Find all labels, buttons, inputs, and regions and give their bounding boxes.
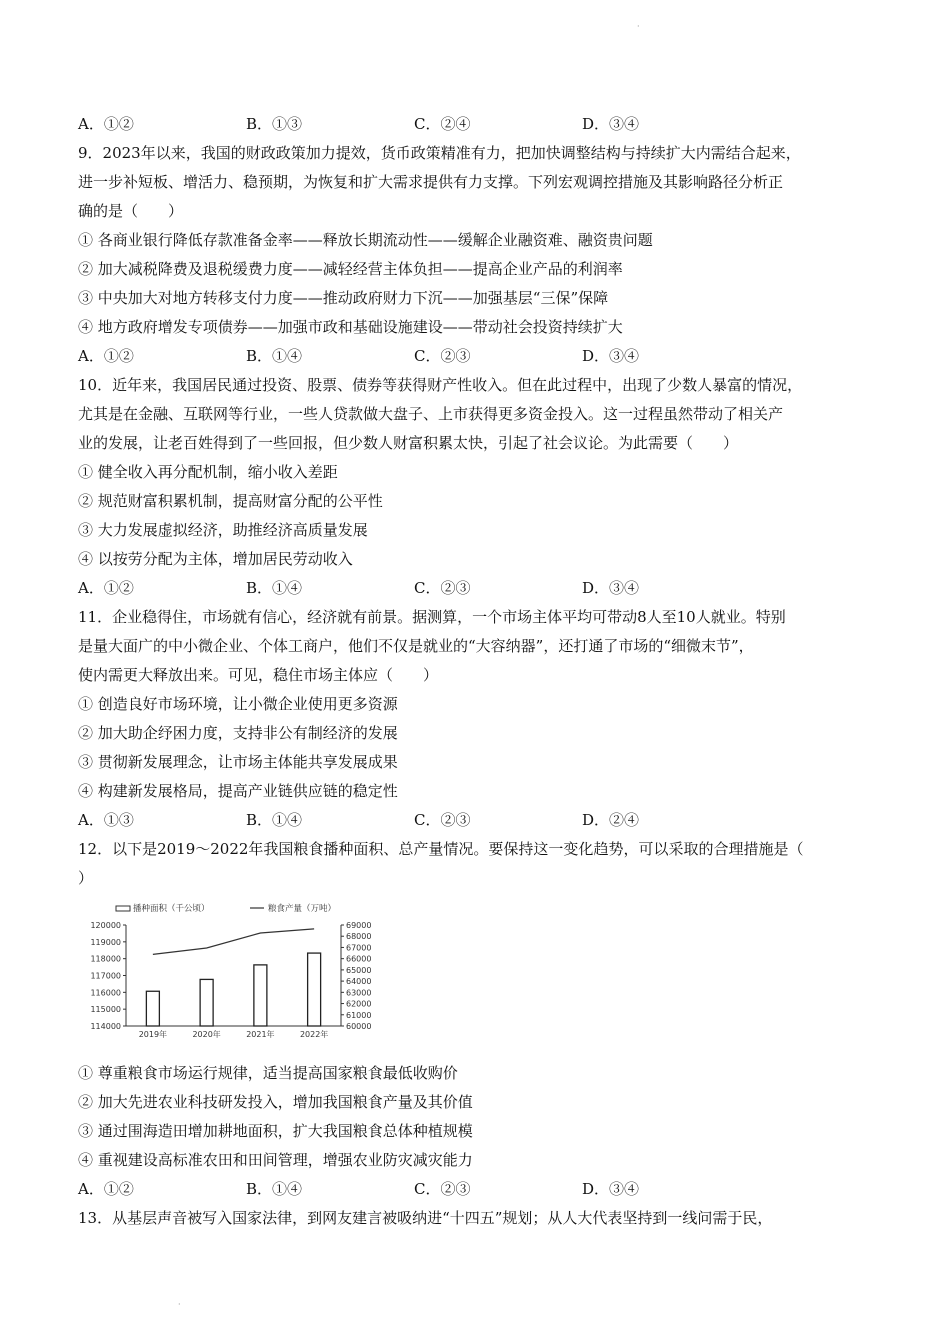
- x-category-label: 2021年: [246, 1030, 275, 1039]
- left-tick-label: 116000: [90, 988, 121, 998]
- q10-item: ④ 以按劳分配为主体，增加居民劳动收入: [78, 550, 353, 568]
- q11-option-c[interactable]: C．②③: [414, 811, 471, 829]
- question-11: [78, 603, 878, 835]
- footer-dot-mark: ·: [178, 1300, 181, 1309]
- right-tick-label: 63000: [346, 988, 372, 998]
- q9-item: ② 加大减税降费及退税缓费力度——减轻经营主体负担——提高企业产品的利润率: [78, 260, 623, 278]
- q10-option-d[interactable]: D．③④: [582, 579, 640, 597]
- area-bar: [308, 953, 321, 1026]
- right-tick-label: 69000: [346, 921, 372, 930]
- q12-item: ④ 重视建设高标准农田和田间管理，增强农业防灾减灾能力: [78, 1151, 473, 1169]
- q11-stem-line: 使内需更大释放出来。可见，稳住市场主体应（ ）: [78, 666, 439, 684]
- q9-stem-line: 进一步补短板、增活力、稳预期，为恢复和扩大需求提供有力支撑。下列宏观调控措施及其影响路径分析正: [78, 173, 784, 191]
- question-9: [78, 139, 878, 371]
- q10-option-a[interactable]: A．①②: [78, 579, 134, 597]
- q10-options: [78, 574, 878, 603]
- q10-stem-line: 尤其是在金融、互联网等行业，一些人贷款做大盘子、上市获得更多资金投入。这一过程虽然带动了相关产: [78, 405, 784, 423]
- q9-option-a[interactable]: A．①②: [78, 347, 134, 365]
- q12-options: [78, 1175, 878, 1204]
- question-13: [78, 1204, 878, 1233]
- q11-options: [78, 806, 878, 835]
- q11-stem-line: 11．企业稳得住，市场就有信心，经济就有前景。据测算，一个市场主体平均可带动8人至10人就业。特别: [78, 608, 786, 626]
- legend-line-label: 粮食产量（万吨）: [268, 904, 337, 914]
- q12-option-c[interactable]: C．②③: [414, 1180, 471, 1198]
- q12-option-b[interactable]: B．①④: [246, 1180, 303, 1198]
- q10-stem-line: 10．近年来，我国居民通过投资、股票、债券等获得财产性收入。但在此过程中，出现了少数人暴富的情况，: [78, 376, 803, 394]
- right-tick-label: 67000: [346, 943, 372, 953]
- left-tick-label: 115000: [90, 1005, 121, 1015]
- left-tick-label: 117000: [90, 971, 121, 981]
- q11-item: ② 加大助企纾困力度，支持非公有制经济的发展: [78, 724, 398, 742]
- q11-item: ④ 构建新发展格局，提高产业链供应链的稳定性: [78, 782, 398, 800]
- x-category-label: 2020年: [192, 1030, 221, 1039]
- q11-item: ① 创造良好市场环境，让小微企业使用更多资源: [78, 695, 398, 713]
- right-tick-label: 65000: [346, 965, 372, 975]
- q11-stem-line: 是量大面广的中小微企业、个体工商户，他们不仅是就业的“大容纳器”，还打通了市场的“细微末节”，: [78, 637, 754, 655]
- q9-item: ④ 地方政府增发专项债券——加强市政和基础设施建设——带动社会投资持续扩大: [78, 318, 623, 336]
- q9-stem-line: 9．2023年以来，我国的财政政策加力提效，货币政策精准有力，把加快调整结构与持续扩大内需结合起来，: [78, 144, 801, 162]
- q11-option-a[interactable]: A．①③: [78, 811, 134, 829]
- right-tick-label: 68000: [346, 932, 372, 942]
- left-tick-label: 114000: [90, 1022, 121, 1031]
- grain-chart: [78, 897, 388, 1057]
- q9-option-d[interactable]: D．③④: [582, 347, 640, 365]
- x-category-label: 2022年: [299, 1030, 329, 1039]
- q10-item: ③ 大力发展虚拟经济，助推经济高质量发展: [78, 521, 368, 539]
- q12-item: ② 加大先进农业科技研发投入，增加我国粮食产量及其价值: [78, 1093, 473, 1111]
- exam-page: [78, 110, 878, 1233]
- q9-option-b[interactable]: B．①④: [246, 347, 303, 365]
- q11-option-b[interactable]: B．①④: [246, 811, 303, 829]
- header-dot-mark: ·: [637, 22, 640, 31]
- q9-item: ① 各商业银行降低存款准备金率——释放长期流动性——缓解企业融资难、融资贵问题: [78, 231, 653, 249]
- left-tick-label: 120000: [90, 921, 121, 930]
- right-tick-label: 66000: [346, 954, 372, 964]
- q12-option-a[interactable]: A．①②: [78, 1180, 134, 1198]
- q8-option-d[interactable]: D．③④: [582, 115, 640, 133]
- q12-item: ③ 通过围海造田增加耕地面积，扩大我国粮食总体种植规模: [78, 1122, 473, 1140]
- left-tick-label: 119000: [90, 937, 121, 947]
- q10-stem-line: 业的发展，让老百姓得到了一些回报，但少数人财富积累太快，引起了社会议论。为此需要（ ）: [78, 434, 739, 452]
- area-bar: [146, 991, 159, 1026]
- x-category-label: 2019年: [138, 1030, 168, 1039]
- q10-item: ② 规范财富积累机制，提高财富分配的公平性: [78, 492, 383, 510]
- right-tick-label: 60000: [346, 1022, 372, 1031]
- question-10: [78, 371, 878, 603]
- q8-option-a[interactable]: A．①②: [78, 115, 134, 133]
- q11-option-d[interactable]: D．②④: [582, 811, 640, 829]
- q9-options: [78, 342, 878, 371]
- q11-item: ③ 贯彻新发展理念，让市场主体能共享发展成果: [78, 753, 398, 771]
- q9-item: ③ 中央加大对地方转移支付力度——推动政府财力下沉——加强基层“三保”保障: [78, 289, 609, 307]
- production-series-line: [153, 929, 314, 955]
- q10-option-b[interactable]: B．①④: [246, 579, 303, 597]
- left-tick-label: 118000: [90, 954, 121, 964]
- q12-stem-line: 12．以下是2019～2022年我国粮食播种面积、总产量情况。要保持这一变化趋势，可以采取的合理措施是（: [78, 840, 804, 858]
- area-bar: [254, 965, 267, 1026]
- q8-options: [78, 110, 878, 139]
- q8-option-b[interactable]: B．①③: [246, 115, 303, 133]
- right-tick-label: 62000: [346, 999, 372, 1009]
- q10-item: ① 健全收入再分配机制，缩小收入差距: [78, 463, 338, 481]
- right-tick-label: 61000: [346, 1010, 372, 1020]
- q12-item: ① 尊重粮食市场运行规律，适当提高国家粮食最低收购价: [78, 1064, 458, 1082]
- legend-bar-swatch: [116, 906, 130, 911]
- q9-stem-line: 确的是（ ）: [78, 202, 184, 220]
- area-bar: [200, 979, 213, 1026]
- q12-stem-line: ）: [78, 869, 94, 887]
- question-12: [78, 835, 878, 1204]
- grain-chart-svg: [78, 897, 388, 1057]
- q12-option-d[interactable]: D．③④: [582, 1180, 640, 1198]
- right-tick-label: 64000: [346, 977, 372, 987]
- q9-option-c[interactable]: C．②③: [414, 347, 471, 365]
- legend-bar-label: 播种面积（千公顷）: [133, 904, 210, 914]
- q10-option-c[interactable]: C．②③: [414, 579, 471, 597]
- q13-stem-line: 13．从基层声音被写入国家法律，到网友建言被吸纳进“十四五”规划；从人大代表坚持到一线问需于民，: [78, 1209, 773, 1227]
- q8-option-c[interactable]: C．②④: [414, 115, 471, 133]
